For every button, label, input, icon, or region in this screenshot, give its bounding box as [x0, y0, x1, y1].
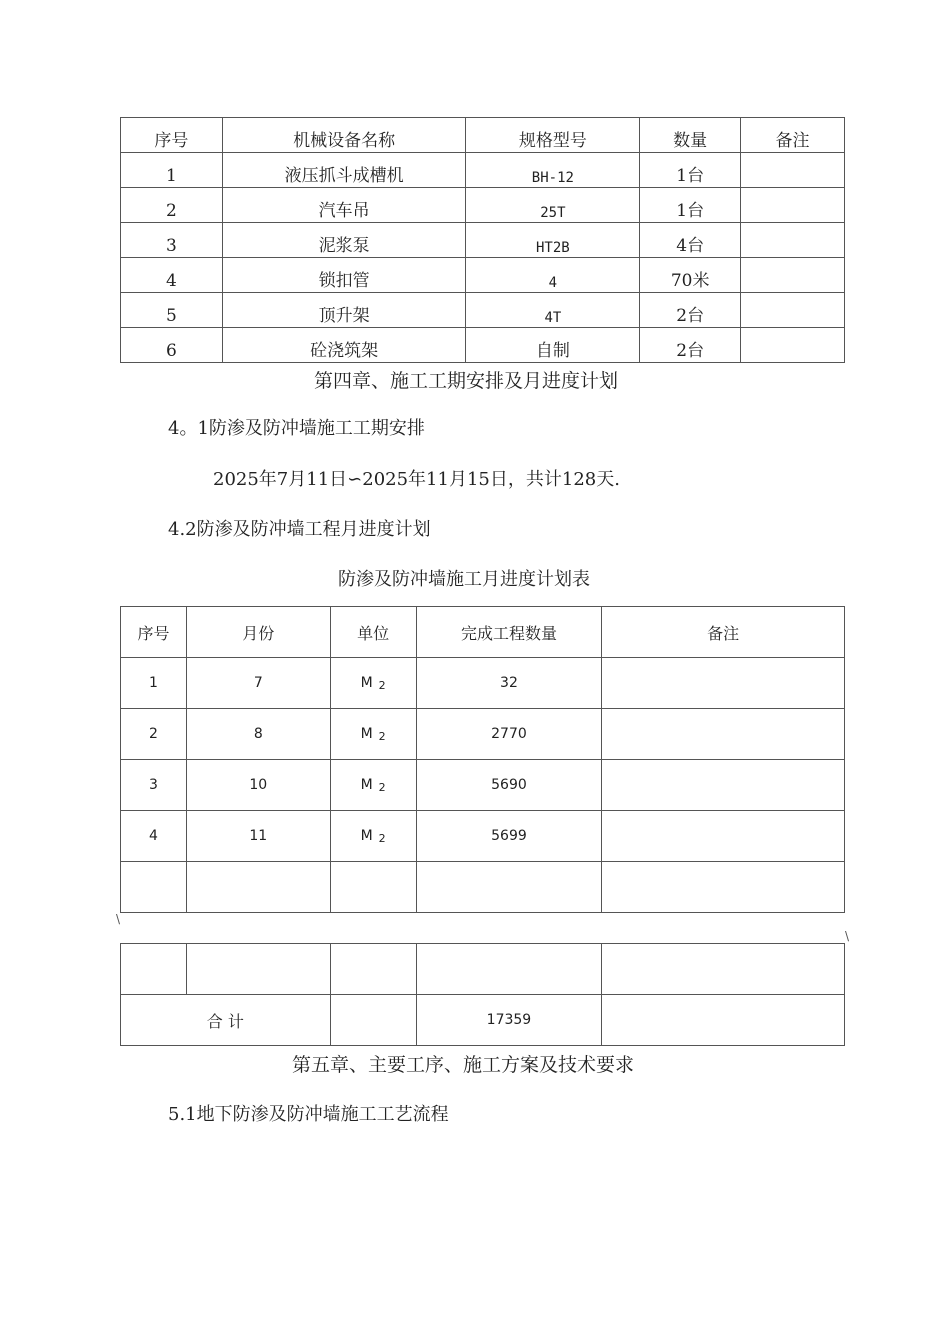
unit-letter: M — [360, 827, 373, 844]
cell-month: 7 — [186, 658, 330, 709]
cell-name: 锁扣管 — [222, 258, 466, 293]
cell-qty: 70米 — [640, 258, 741, 293]
cell-index: 2 — [121, 709, 187, 760]
plan-header-row — [121, 607, 845, 658]
cell-empty — [121, 944, 187, 995]
table-row — [121, 328, 845, 363]
cell-index: 4 — [121, 258, 223, 293]
page-break-mark-right: \ — [845, 929, 850, 943]
cell-note — [741, 223, 845, 258]
cell-index: 1 — [121, 153, 223, 188]
header-cell: 月份 — [186, 607, 330, 658]
cell-note — [741, 328, 845, 363]
cell-empty — [121, 862, 187, 913]
table-row — [121, 709, 845, 760]
cell-qty: 2台 — [640, 293, 741, 328]
total-row — [121, 995, 845, 1046]
cell-month: 10 — [186, 760, 330, 811]
chapter-5-title: 第五章、主要工序、施工方案及技术要求 — [292, 1054, 635, 1076]
unit-letter: M — [360, 674, 373, 691]
cell-empty — [330, 862, 416, 913]
cell-quantity: 5699 — [416, 811, 602, 862]
cell-empty — [602, 995, 845, 1046]
header-cell: 机械设备名称 — [222, 118, 466, 153]
cell-empty — [416, 944, 602, 995]
cell-index: 5 — [121, 293, 223, 328]
cell-index: 1 — [121, 658, 187, 709]
table-row — [121, 811, 845, 862]
cell-name: 砼浇筑架 — [222, 328, 466, 363]
cell-note — [741, 188, 845, 223]
cell-name: 汽车吊 — [222, 188, 466, 223]
table-row — [121, 293, 845, 328]
cell-index: 6 — [121, 328, 223, 363]
header-cell: 数量 — [640, 118, 741, 153]
cell-unit — [330, 811, 416, 862]
unit-exponent: 2 — [378, 678, 386, 692]
cell-unit — [330, 658, 416, 709]
cell-quantity: 32 — [416, 658, 602, 709]
table-row — [121, 760, 845, 811]
unit-letter: M — [360, 776, 373, 793]
cell-index: 3 — [121, 223, 223, 258]
cell-model: 25T — [466, 188, 640, 223]
cell-qty: 2台 — [640, 328, 741, 363]
cell-month: 11 — [186, 811, 330, 862]
section-5-1-heading: 5.1地下防渗及防冲墙施工工艺流程 — [168, 1104, 449, 1125]
cell-empty — [186, 862, 330, 913]
cell-model: HT2B — [466, 223, 640, 258]
unit-letter: M — [360, 725, 373, 742]
equipment-table — [120, 117, 845, 363]
cell-name: 泥浆泵 — [222, 223, 466, 258]
cell-qty: 1台 — [640, 188, 741, 223]
plan-table — [120, 606, 845, 913]
cell-note — [741, 153, 845, 188]
total-label: 合 计 — [121, 995, 331, 1046]
cell-note — [602, 709, 845, 760]
cell-unit — [330, 709, 416, 760]
cell-empty — [602, 862, 845, 913]
cell-empty — [186, 944, 330, 995]
unit-exponent: 2 — [378, 729, 386, 743]
cell-note — [602, 760, 845, 811]
table-row — [121, 658, 845, 709]
section-4-2-heading: 4.2防渗及防冲墙工程月进度计划 — [168, 519, 431, 540]
header-cell: 备注 — [741, 118, 845, 153]
cell-quantity: 5690 — [416, 760, 602, 811]
cell-month: 8 — [186, 709, 330, 760]
plan-table-continued — [120, 943, 845, 1046]
table-row — [121, 258, 845, 293]
table-row-empty — [121, 862, 845, 913]
plan-table-title: 防渗及防冲墙施工月进度计划表 — [338, 569, 590, 590]
page-break-mark-left: \ — [116, 912, 121, 926]
cell-note — [602, 811, 845, 862]
section-4-1-heading: 4。1防渗及防冲墙施工工期安排 — [168, 418, 425, 439]
cell-model: BH-12 — [466, 153, 640, 188]
header-cell: 单位 — [330, 607, 416, 658]
table-row — [121, 188, 845, 223]
cell-index: 2 — [121, 188, 223, 223]
cell-empty — [330, 944, 416, 995]
header-cell: 完成工程数量 — [416, 607, 602, 658]
header-cell: 序号 — [121, 118, 223, 153]
total-value: 17359 — [416, 995, 602, 1046]
cell-index: 3 — [121, 760, 187, 811]
cell-empty — [330, 995, 416, 1046]
equipment-header-row — [121, 118, 845, 153]
header-cell: 规格型号 — [466, 118, 640, 153]
cell-note — [741, 293, 845, 328]
cell-name: 顶升架 — [222, 293, 466, 328]
cell-empty — [602, 944, 845, 995]
cell-qty: 1台 — [640, 153, 741, 188]
cell-quantity: 2770 — [416, 709, 602, 760]
cell-note — [741, 258, 845, 293]
cell-name: 液压抓斗成槽机 — [222, 153, 466, 188]
unit-exponent: 2 — [378, 780, 386, 794]
cell-model: 4T — [466, 293, 640, 328]
duration-text: 2025年7月11日∽2025年11月15日，共计128天. — [213, 469, 620, 490]
header-cell: 序号 — [121, 607, 187, 658]
cell-model: 4 — [466, 258, 640, 293]
cell-qty: 4台 — [640, 223, 741, 258]
cell-unit — [330, 760, 416, 811]
table-row — [121, 223, 845, 258]
cell-empty — [416, 862, 602, 913]
header-cell: 备注 — [602, 607, 845, 658]
cell-model: 自制 — [466, 328, 640, 363]
chapter-4-title: 第四章、施工工期安排及月进度计划 — [314, 370, 619, 392]
cell-index: 4 — [121, 811, 187, 862]
unit-exponent: 2 — [378, 831, 386, 845]
table-row — [121, 153, 845, 188]
cell-note — [602, 658, 845, 709]
table-row-empty — [121, 944, 845, 995]
